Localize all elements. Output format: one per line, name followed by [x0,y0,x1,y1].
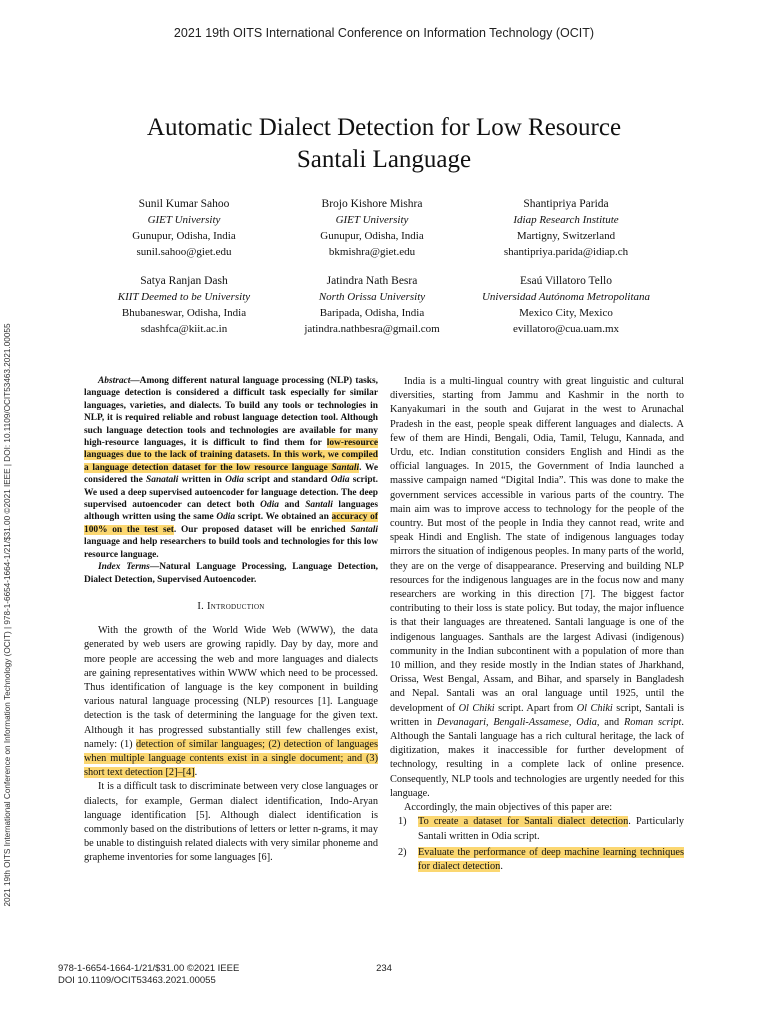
author-email: sunil.sahoo@giet.edu [136,246,232,258]
left-column [84,375,378,866]
author-affiliation: GIET University [335,214,409,226]
author-email: bkmishra@giet.edu [328,246,416,258]
author-2 [272,196,472,260]
objectives-list [390,815,684,874]
author-affiliation: Universidad Autónoma Metropolitana [481,291,651,303]
conference-header: 2021 19th OITS International Conference on Information Technology (OCIT) [173,26,595,40]
author-location: Gunupur, Odisha, India [320,230,424,242]
author-email: evillatoro@cua.uam.mx [512,323,620,335]
highlight: accuracy of 100% on the test set [84,512,378,535]
author-4 [84,273,284,337]
title-line-2: Santali Language [296,146,472,173]
author-location: Gunupur, Odisha, India [132,230,236,242]
page-number: 234 [376,963,392,974]
index-terms-label: Index Terms [98,562,150,573]
list-number: 1) [398,816,407,828]
author-affiliation: Idiap Research Institute [513,214,619,226]
highlight: low-resource languages due to the lack of training datasets. In this work, we compiled a language detection dataset for the low resource language Santali [84,438,378,473]
author-5 [272,273,472,337]
author-location: Bhubaneswar, Odisha, India [121,307,247,319]
list-item: 2) Evaluate the performance of deep machine learning techniques for dialect detection. [398,846,684,872]
author-email: shantipriya.parida@idiap.ch [503,246,629,258]
section-heading: I. Introduction [197,600,265,612]
author-name: Jatindra Nath Besra [326,275,418,287]
index-terms: Index Terms—Natural Language Processing, Language Detection, Dialect Detection, Supervised Autoencoder. [84,562,379,585]
author-1 [84,196,284,260]
body-paragraph-1: India is a multi-lingual country with great linguistic and cultural diversities, starting from Jammu and Kashmir in the north to Kanyakumari in the south and Gujarat in the west to Arunachal Pradesh in the east, people speak different languages and dialects. A few of them are Hindi, Bengali, Odia, Tamil, Telugu, Kannada, and Urdu, etc. Indian constitution considers English and Hindi as the official languages. In 2015, the Government of India launched a massive campaign named “Digital India”. This was done to make the government services accessible in various parts of the country. The main aim was to improve access to technology for the people of the country. But most of the people in India they cannot read, write and speak Hindi and English. The state of indigenous languages today mirrors the situation of indigenous peoples. In many parts of the world, they are on the verge of disappearance. Preserving and building NLP resources for the indigenous languages are in the focus now and many researchers are working in this direction [7]. The biggest factor contributing to their loss is state policy. But today, the major influence is that their languages are threatened. Santali language is one of the indigenous languages. Santhals are the largest Adivasi (indigenous) community in the Indian subcontinent with a population of more than 10 million, and they reside mostly in the Indian states of Jharkhand, Orissa, West Bengal, Assam, and Bihar, and sparsely in Bangladesh and Nepal. Santali was an oral language until 1925, until the development of Ol Chiki script. Apart from Ol Chiki script, Santali is written in Devanagari, Bengali-Assamese, Odia, and Roman script. Although the Santali language has a rich cultural heritage, the lack of digitization, makes it inaccessible for further development of technology, resulting in a complete lack of online presence. Consequently, NLP tools and technologies are urgently needed for this language. [390,376,685,799]
author-location: Martigny, Switzerland [516,230,616,242]
highlight: Evaluate the performance of deep machine learning techniques for dialect detection [418,846,684,872]
footer-isbn: 978-1-6654-1664-1/21/$31.00 ©2021 IEEE [58,963,240,974]
paper-title [84,112,684,176]
footer-doi: DOI 10.1109/OCIT53463.2021.00055 [58,975,216,986]
intro-paragraph-1: With the growth of the World Wide Web (WWW), the data generated by web users are growing rapidly. Day by day, more and more people are accessing the web and more languages and dialects are gaining representatives within WWW which need to be processed. Thus identification of language is the key component in building various natural language processing (NLP) resources [1]. Language detection is the task of determining the language for the given text. Although it has progressed substantially still few challenges exist, namely: (1) detection of similar languages; (2) detection of languages when multiple language contents exist in a single document; and (3) short text detection [2]–[4]. [84,625,379,779]
list-item: 1) To create a dataset for Santali dialect detection. Particularly Santali written in Odia script. [398,816,684,842]
author-email: sdashfca@kiit.ac.in [140,323,228,335]
author-name: Shantipriya Parida [523,198,609,210]
body-paragraph-2: Accordingly, the main objectives of this paper are: [404,802,613,814]
side-citation-note: 2021 19th OITS International Conference on Information Technology (OCIT) | 978-1-6654-1664-1/21/$31.00 ©2021 IEEE | DOI: 10.1109/OCIT53463.2021.00055 [3,323,12,907]
author-name: Sunil Kumar Sahoo [138,198,230,210]
author-location: Mexico City, Mexico [519,307,613,319]
abstract-label: Abstract [98,376,131,386]
author-name: Brojo Kishore Mishra [321,198,423,210]
author-affiliation: GIET University [147,214,221,226]
author-3 [466,196,666,260]
author-name: Satya Ranjan Dash [140,275,228,287]
title-line-1: Automatic Dialect Detection for Low Resource [146,114,622,141]
author-affiliation: KIIT Deemed to be University [117,291,251,303]
author-affiliation: North Orissa University [318,291,426,303]
right-column [390,375,684,876]
highlight: To create a dataset for Santali dialect detection [418,816,629,828]
author-location: Baripada, Odisha, India [319,307,425,319]
highlight: detection of similar languages; (2) detection of languages when multiple language contents exist in a single document; and (3) short text detection [2]–[4] [84,738,379,779]
intro-paragraph-2: It is a difficult task to discriminate between very close languages or dialects, for example, German dialect identification, Indo-Aryan language identification [5]. Although dialect identification is commonly based on the distributions of letters or letter n-grams, it may be unable to distinguish related dialects with very similar phoneme and grapheme inventories for some languages [6]. [84,781,378,864]
author-6 [466,273,666,337]
author-name: Esaú Villatoro Tello [520,275,612,287]
author-email: jatindra.nathbesra@gmail.com [304,323,440,335]
list-number: 2) [398,846,407,858]
abstract: Abstract—Among different natural language processing (NLP) tasks, language detection is considered a difficult task especially for similar languages, varieties, and dialects. To build any tools or technologies in NLP, it is required reliable and robust language detection tool. Although such language detection tools and technologies are available for many high-resource languages, it is difficult to find them for low-resource languages due to the lack of training datasets. In this work, we compiled a language detection dataset for the low resource language Santali. We considered the Sanatali written in Odia script and standard Odia script. We used a deep supervised autoencoder for language detection. The deep supervised autoencoder can detect both Odia and Santali languages although written using the same Odia script. We obtained an accuracy of 100% on the test set. Our proposed dataset will be enriched Santali language and help researchers to build tools and technologies for this low resource language. [84,376,378,560]
